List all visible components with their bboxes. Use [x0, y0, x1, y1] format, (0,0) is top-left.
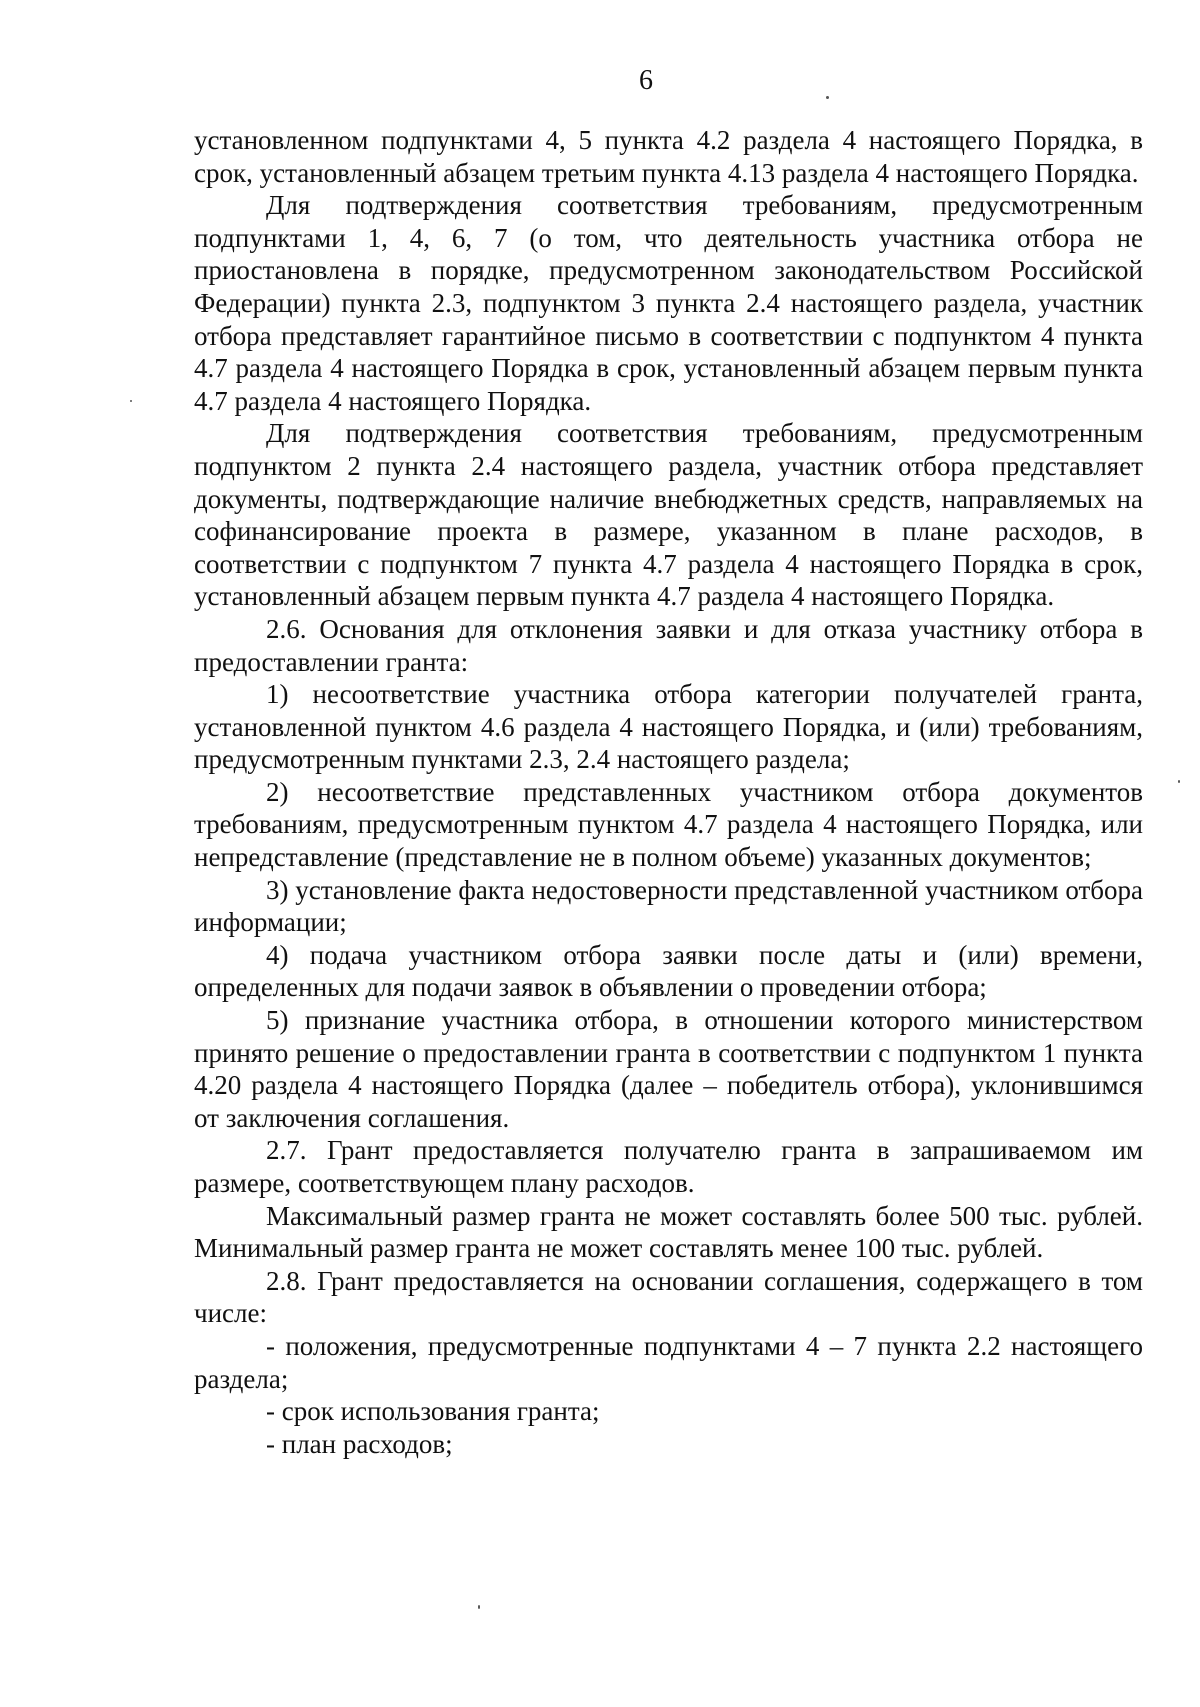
list-item-5: 5) признание участника отбора, в отношении которого министерством принято решение о предоставлении гранта в соответствии с подпунктом 1 пункта 4.20 раздела 4 настоящего Порядка (далее – победитель отбора), уклонившимся от заключения соглашения.	[194, 1005, 1143, 1133]
paragraph-2-7: 2.7. Грант предоставляется получателю гранта в запрашиваемом им размере, соответствующем плану расходов.	[194, 1135, 1143, 1198]
list-item-3: 3) установление факта недостоверности представленной участником отбора информации;	[194, 874, 1143, 938]
paragraph-continuation: установленном подпунктами 4, 5 пункта 4.2 раздела 4 настоящего Порядка, в срок, установленный абзацем третьим пункта 4.13 раздела 4 настоящего Порядка.	[194, 125, 1143, 188]
scan-speck	[1178, 780, 1180, 783]
document-body	[194, 124, 1143, 1460]
list-item-1: 1) несоответствие участника отбора категории получателей гранта, установленной пунктом 4.6 раздела 4 настоящего Порядка, и (или) требованиям, предусмотренным пунктами 2.3, 2.4 настоящего раздела;	[194, 679, 1143, 775]
paragraph-2-8: 2.8. Грант предоставляется на основании соглашения, содержащего в том числе:	[194, 1265, 1143, 1329]
dash-item-provisions: - положения, предусмотренные подпунктами 4 – 7 пункта 2.2 настоящего раздела;	[194, 1330, 1143, 1394]
paragraph-grant-limits: Максимальный размер гранта не может составлять более 500 тыс. рублей. Минимальный размер гранта не может составлять менее 100 тыс. рублей.	[194, 1200, 1143, 1264]
scan-speck	[826, 96, 829, 99]
paragraph-guarantee-letter: Для подтверждения соответствия требованиям, предусмотренным подпунктами 1, 4, 6, 7 (о том, что деятельность участника отбора не приостановлена в порядке, предусмотренном законодательством Российской Федерации) пункта 2.3, подпунктом 3 пункта 2.4 настоящего раздела, участник отбора представляет гарантийное письмо в соответствии с подпунктом 4 пункта 4.7 раздела 4 настоящего Порядка в срок, установленный абзацем первым пункта 4.7 раздела 4 настоящего Порядка.	[194, 190, 1143, 416]
list-item-4: 4) подача участником отбора заявки после даты и (или) времени, определенных для подачи заявок в объявлении о проведении отбора;	[194, 939, 1143, 1003]
paragraph-2-6-heading: 2.6. Основания для отклонения заявки и для отказа участнику отбора в предоставлении гранта:	[194, 613, 1143, 677]
paragraph-extrabudgetary-funds: Для подтверждения соответствия требованиям, предусмотренным подпунктом 2 пункта 2.4 настоящего раздела, участник отбора представляет документы, подтверждающие наличие внебюджетных средств, направляемых на софинансирование проекта в размере, указанном в плане расходов, в соответствии с подпунктом 7 пункта 4.7 раздела 4 настоящего Порядка в срок, установленный абзацем первым пункта 4.7 раздела 4 настоящего Порядка.	[194, 418, 1143, 612]
page-number: 6	[639, 65, 653, 96]
list-item-2: 2) несоответствие представленных участником отбора документов требованиям, предусмотренным пунктом 4.7 раздела 4 настоящего Порядка, или непредставление (представление не в полном объеме) указанных документов;	[194, 776, 1143, 873]
dash-item-term: - срок использования гранта;	[266, 1396, 600, 1427]
scan-speck	[130, 400, 132, 402]
scan-speck	[478, 1605, 480, 1609]
dash-item-expense-plan: - план расходов;	[266, 1428, 453, 1459]
